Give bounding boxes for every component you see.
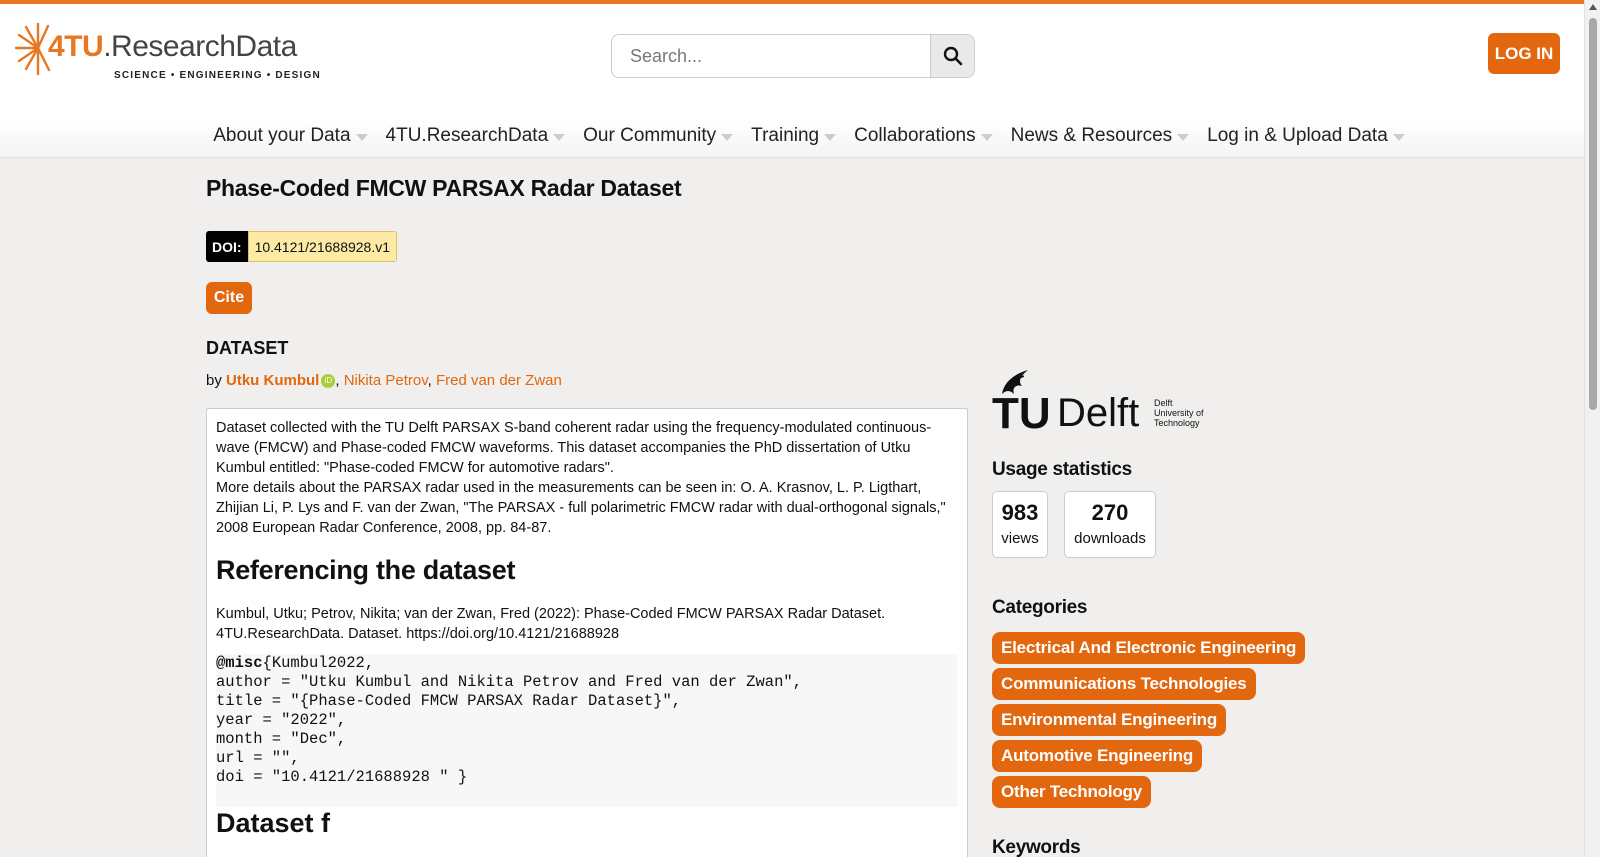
bibtex-block — [216, 654, 958, 807]
nav-item-training[interactable]: Training — [743, 119, 846, 153]
svg-text:University of: University of — [1154, 408, 1204, 418]
nav-item-collaborations[interactable]: Collaborations — [846, 119, 1002, 153]
login-button[interactable]: LOG IN — [1488, 33, 1560, 74]
author-list: by Utku Kumbul iD , Nikita Petrov, Fred van der Zwan — [206, 372, 562, 389]
caret-down-icon — [553, 134, 565, 141]
downloads-label: downloads — [1074, 530, 1146, 547]
category-tag[interactable]: Automotive Engineering — [992, 740, 1202, 772]
institution-logo[interactable] — [992, 368, 1222, 437]
logo-wordmark: 4TU.ResearchData — [48, 30, 297, 63]
delft-wordmark: Delft — [1057, 391, 1140, 432]
bibtex-keyword: @misc — [216, 654, 263, 672]
by-label: by — [206, 372, 222, 389]
next-section-heading: Dataset f — [216, 808, 331, 838]
nav-item-login-upload[interactable]: Log in & Upload Data — [1199, 119, 1415, 153]
downloads-stat — [1064, 491, 1156, 558]
caret-down-icon — [824, 134, 836, 141]
reference-text: Kumbul, Utku; Petrov, Nikita; van der Zwan, Fred (2022): Phase-Coded FMCW PARSAX Radar Dataset. 4TU.ResearchData. Dataset. https://doi.org/10.4121/21688928 — [216, 606, 886, 642]
bibtex-body: {Kumbul2022, author = "Utku Kumbul and Nikita Petrov and Fred van der Zwan", title = "{Phase-Coded FMCW PARSAX Radar Dataset}", year = "2022", month = "Dec", url = "", doi = "10.4121/21688928 " } — [216, 654, 802, 786]
tu-delft-logo — [992, 368, 1222, 432]
keywords-heading: Keywords — [992, 837, 1081, 857]
search-button[interactable] — [931, 34, 975, 78]
cite-button[interactable]: Cite — [206, 282, 252, 314]
nav-item-about-your-data[interactable]: About your Data — [205, 119, 377, 153]
search-input[interactable] — [611, 34, 931, 78]
search-icon — [943, 46, 963, 66]
logo-tagline: SCIENCE • ENGINEERING • DESIGN — [114, 70, 321, 81]
svg-text:Technology: Technology — [1154, 418, 1200, 428]
page-scrollbar[interactable] — [1584, 0, 1600, 857]
nav-item-4tu-researchdata[interactable]: 4TU.ResearchData — [378, 119, 576, 153]
doi-key: DOI: — [206, 231, 248, 262]
caret-down-icon — [981, 134, 993, 141]
referencing-heading: Referencing the dataset — [216, 555, 516, 585]
views-stat — [992, 491, 1048, 558]
usage-statistics-heading: Usage statistics — [992, 459, 1132, 480]
categories-heading: Categories — [992, 597, 1088, 618]
category-tag[interactable]: Other Technology — [992, 776, 1151, 808]
orcid-icon[interactable]: iD — [321, 374, 335, 388]
category-tag[interactable]: Electrical And Electronic Engineering — [992, 632, 1305, 664]
page-title: Phase-Coded FMCW PARSAX Radar Dataset — [206, 175, 682, 201]
author-link[interactable]: Utku Kumbul — [226, 372, 320, 389]
dataset-type: DATASET — [206, 338, 289, 358]
description-box — [206, 408, 968, 857]
views-label: views — [1001, 530, 1039, 547]
doi-value[interactable]: 10.4121/21688928.v1 — [248, 231, 397, 262]
caret-down-icon — [721, 134, 733, 141]
dataset-main — [206, 175, 976, 838]
scrollbar-thumb[interactable] — [1589, 18, 1597, 410]
category-tag[interactable]: Environmental Engineering — [992, 704, 1226, 736]
downloads-count: 270 — [1091, 500, 1129, 525]
caret-down-icon — [356, 134, 368, 141]
caret-down-icon — [1393, 134, 1405, 141]
main-nav — [0, 119, 1584, 157]
author-link[interactable]: Fred van der Zwan — [435, 372, 562, 389]
doi-badge[interactable] — [206, 231, 397, 262]
tu-letter-t: TU — [992, 389, 1051, 432]
scroll-up-arrow-icon[interactable] — [1589, 4, 1597, 10]
svg-text:Delft: Delft — [1154, 398, 1173, 408]
search-bar — [611, 34, 975, 78]
views-count: 983 — [1001, 500, 1039, 525]
description-paragraph: More details about the PARSAX radar used in the measurements can be seen in: O. A. Krasnov, L. P. Ligthart, Zhijian Li, P. Lys and F. van der Zwan, "The PARSAX - full polarimetric FMCW radar with dual-orthogonal signals," 2008 European Radar Conference, 2008, pp. 84-87. — [216, 480, 946, 536]
author-link[interactable]: Nikita Petrov — [343, 372, 428, 389]
site-header — [0, 4, 1584, 158]
nav-item-our-community[interactable]: Our Community — [575, 119, 743, 153]
category-tag[interactable]: Communications Technologies — [992, 668, 1256, 700]
nav-item-news-resources[interactable]: News & Resources — [1003, 119, 1200, 153]
caret-down-icon — [1177, 134, 1189, 141]
description-paragraph: Dataset collected with the TU Delft PARSAX S-band coherent radar using the frequency-modulated continuous-wave (FMCW) and Phase-coded FMCW waveforms. This dataset accompanies the PhD dissertation of Utku Kumbul entitled: "Phase-coded FMCW for automotive radars". — [216, 420, 932, 476]
site-logo[interactable] — [14, 18, 321, 84]
